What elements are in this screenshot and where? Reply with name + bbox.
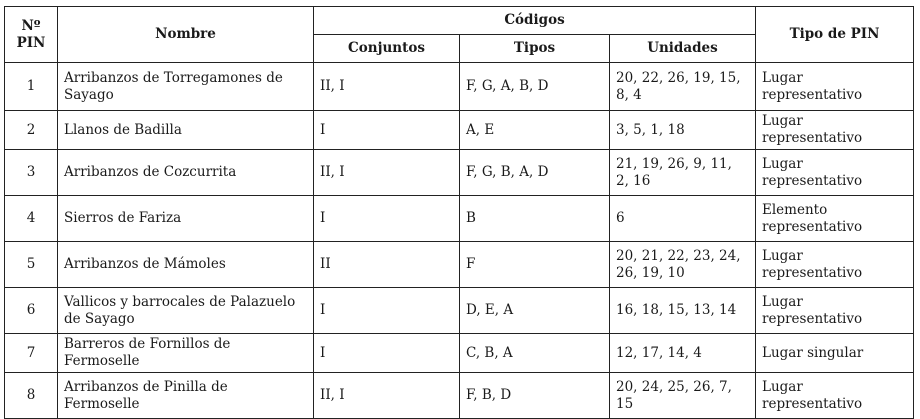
cell-unidades: 20, 22, 26, 19, 15, 8, 4 [610,63,756,111]
cell-pin: 1 [5,63,58,111]
table-row [5,373,914,419]
header-nombre: Nombre [58,7,314,63]
cell-conjuntos: II, I [314,373,460,419]
cell-nombre: Barreros de Fornillos de Fermoselle [58,334,314,373]
cell-conjuntos: I [314,334,460,373]
cell-tipos: A, E [460,111,610,150]
table-row [5,334,914,373]
cell-tipos: F, G, A, B, D [460,63,610,111]
cell-unidades: 20, 21, 22, 23, 24, 26, 19, 10 [610,242,756,288]
cell-tipos: C, B, A [460,334,610,373]
cell-unidades: 12, 17, 14, 4 [610,334,756,373]
cell-tipos: F, B, D [460,373,610,419]
table-row [5,111,914,150]
cell-nombre: Vallicos y barrocales de Palazuelo de Sayago [58,288,314,334]
cell-tipo-pin: Lugar representativo [756,242,914,288]
cell-conjuntos: I [314,196,460,242]
cell-nombre: Arribanzos de Cozcurrita [58,150,314,196]
cell-conjuntos: I [314,288,460,334]
cell-tipo-pin: Lugar representativo [756,373,914,419]
table-row [5,63,914,111]
cell-nombre: Llanos de Badilla [58,111,314,150]
cell-conjuntos: I [314,111,460,150]
header-tipos: Tipos [460,35,610,63]
cell-nombre: Sierros de Fariza [58,196,314,242]
cell-pin: 4 [5,196,58,242]
cell-conjuntos: II, I [314,63,460,111]
header-unidades: Unidades [610,35,756,63]
header-codigos: Códigos [314,7,756,35]
header-tipo-pin: Tipo de PIN [756,7,914,63]
cell-conjuntos: II, I [314,150,460,196]
cell-tipos: B [460,196,610,242]
cell-tipos: F [460,242,610,288]
cell-tipo-pin: Lugar representativo [756,288,914,334]
cell-nombre: Arribanzos de Mámoles [58,242,314,288]
cell-nombre: Arribanzos de Pinilla de Fermoselle [58,373,314,419]
header-conjuntos: Conjuntos [314,35,460,63]
cell-pin: 3 [5,150,58,196]
cell-tipo-pin: Elemento representativo [756,196,914,242]
cell-unidades: 16, 18, 15, 13, 14 [610,288,756,334]
cell-unidades: 21, 19, 26, 9, 11, 2, 16 [610,150,756,196]
cell-pin: 6 [5,288,58,334]
cell-tipo-pin: Lugar representativo [756,63,914,111]
cell-conjuntos: II [314,242,460,288]
cell-unidades: 20, 24, 25, 26, 7, 15 [610,373,756,419]
cell-tipo-pin: Lugar representativo [756,150,914,196]
cell-nombre: Arribanzos de Torregamones de Sayago [58,63,314,111]
table-container [4,6,914,419]
cell-tipo-pin: Lugar representativo [756,111,914,150]
cell-tipo-pin: Lugar singular [756,334,914,373]
cell-tipos: F, G, B, A, D [460,150,610,196]
table-row [5,196,914,242]
cell-pin: 2 [5,111,58,150]
cell-unidades: 6 [610,196,756,242]
table-body [5,63,914,419]
table-row [5,242,914,288]
cell-pin: 7 [5,334,58,373]
cell-unidades: 3, 5, 1, 18 [610,111,756,150]
cell-tipos: D, E, A [460,288,610,334]
cell-pin: 8 [5,373,58,419]
pin-table [4,6,914,419]
table-row [5,150,914,196]
cell-pin: 5 [5,242,58,288]
table-row [5,288,914,334]
header-pin: Nº PIN [5,7,58,63]
